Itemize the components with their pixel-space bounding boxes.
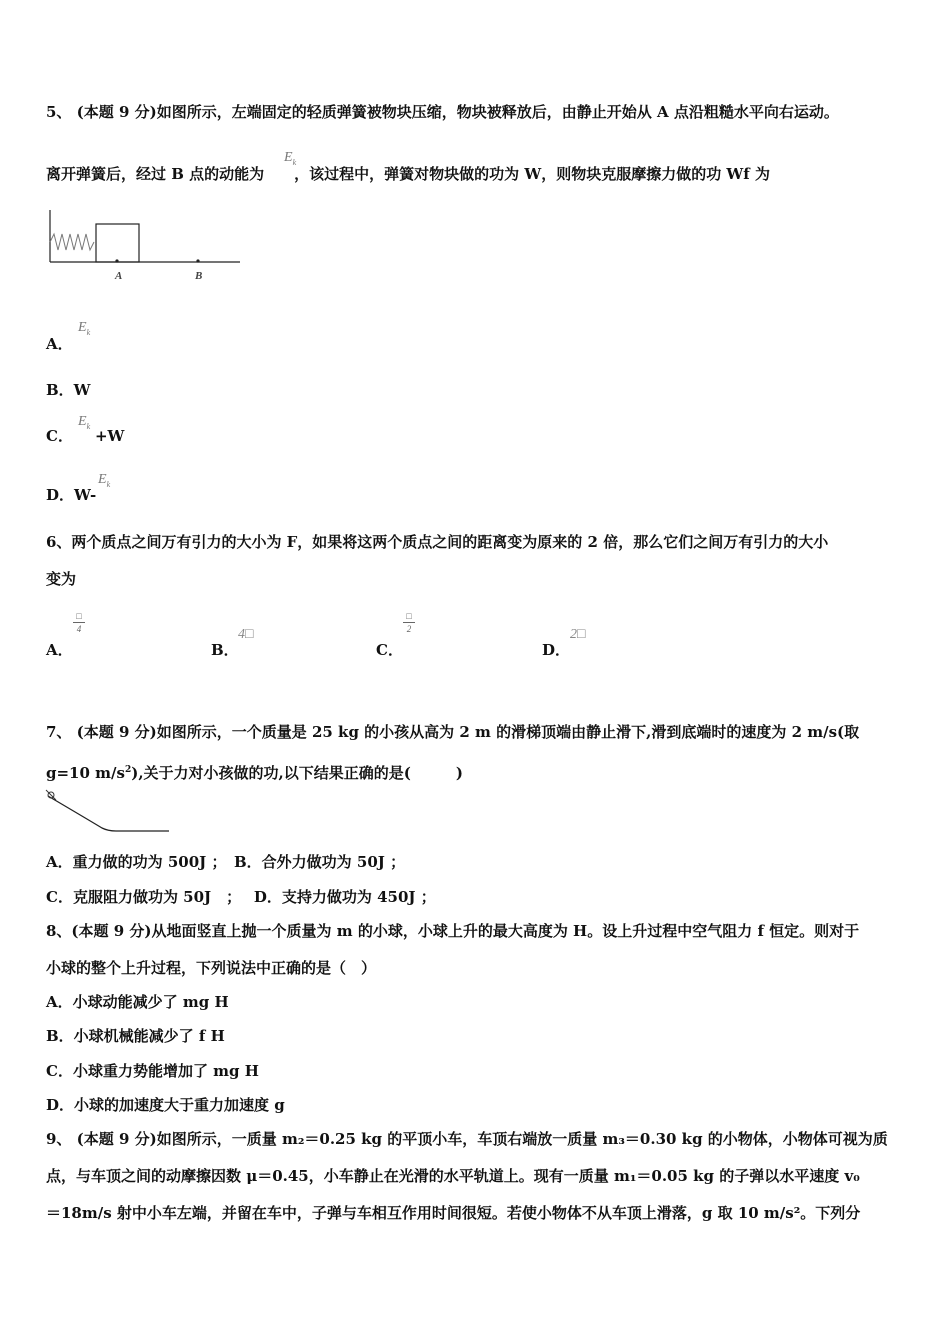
spring-block-diagram xyxy=(44,206,244,286)
q8-line2: 小球的整个上升过程，下列说法中正确的是（ ） xyxy=(46,959,377,977)
q5-option-b: B．W xyxy=(46,381,91,399)
q9-line1: 9、 (本题 9 分)如图所示，一质量 m₂＝0.25 kg 的平顶小车，车顶右端放一质量 m₃＝0.30 kg 的小物体，小物体可视为质 xyxy=(46,1130,888,1148)
q7-line2: g=10 $m/s^2$),关于力对小孩做的功,以下结果正确的是( ) xyxy=(46,764,463,782)
q5-ek-inline: $E_k$ xyxy=(284,150,297,167)
q7-line1: 7、 (本题 9 分)如图所示，一个质量是 25 kg 的小孩从高为 2 m 的滑梯顶端由静止滑下,滑到底端时的速度为 2 m/s(取 xyxy=(46,723,860,741)
q5-option-a: A． xyxy=(46,335,73,353)
q6-line2: 变为 xyxy=(46,570,77,588)
q8-option-a: A．小球动能减少了 mg H xyxy=(46,993,229,1011)
q5-option-a-ek: $E_k$ xyxy=(78,320,91,337)
q5-line2-post: ，该过程中，弹簧对物块做的功为 W，则物块克服摩擦力做的功 Wf 为 xyxy=(294,165,770,183)
q5-option-c: C． +W xyxy=(46,427,125,445)
q8-option-c: C．小球重力势能增加了 mg H xyxy=(46,1062,259,1080)
q7-options-ab: A．重力做的功为 500J ； B．合外力做功为 50J ； xyxy=(46,853,406,871)
q8-line1: 8、(本题 9 分)从地面竖直上抛一个质量为 m 的小球，小球上升的最大高度为 H。设上升过程中空气阻力 f 恒定。则对于 xyxy=(46,922,860,940)
q9-line3: ＝18m/s 射中小车左端，并留在车中，子弹与车相互作用时间很短。若使小物体不从车顶上滑落，g 取 10 m/s²。下列分 xyxy=(46,1204,861,1222)
slide-diagram xyxy=(42,786,172,836)
q8-option-b: B．小球机械能减少了 f H xyxy=(46,1027,225,1045)
q5-line2-pre: 离开弹簧后，经过 B 点的动能为 xyxy=(46,165,265,183)
q6-option-d-expr: 2□ xyxy=(570,627,586,642)
q7-options-cd: C．克服阻力做功为 50J ； D．支持力做功为 450J ； xyxy=(46,888,436,906)
q6-option-d: D． xyxy=(542,641,571,659)
q6-option-c-fraction: □ 2 xyxy=(403,611,415,634)
q6-option-c: C． xyxy=(376,641,403,659)
q6-option-b: B． xyxy=(211,641,239,659)
q5-option-d: D．W- xyxy=(46,486,97,504)
q6-option-b-expr: 4□ xyxy=(238,627,254,642)
q6-option-a: A． xyxy=(46,641,73,659)
q6-line1: 6、两个质点之间万有引力的大小为 F，如果将这两个质点之间的距离变为原来的 2 倍，那么它们之间万有引力的大小 xyxy=(46,533,829,551)
point-a-label: A xyxy=(115,270,123,282)
q5-option-d-ek: $E_k$ xyxy=(98,472,111,489)
q9-line2: 点，与车顶之间的动摩擦因数 μ＝0.45，小车静止在光滑的水平轨道上。现有一质量 m₁＝0.05 kg 的子弹以水平速度 v₀ xyxy=(46,1167,860,1185)
point-b-label: B xyxy=(195,270,203,282)
q5-line2 xyxy=(46,164,770,184)
q5-option-c-ek: $E_k$ xyxy=(78,414,91,431)
q5-line1: 5、 (本题 9 分)如图所示，左端固定的轻质弹簧被物块压缩，物块被释放后，由静止开始从 A 点沿粗糙水平向右运动。 xyxy=(46,103,839,121)
q6-option-a-fraction: □ 4 xyxy=(73,611,85,634)
q8-option-d: D．小球的加速度大于重力加速度 g xyxy=(46,1096,285,1114)
